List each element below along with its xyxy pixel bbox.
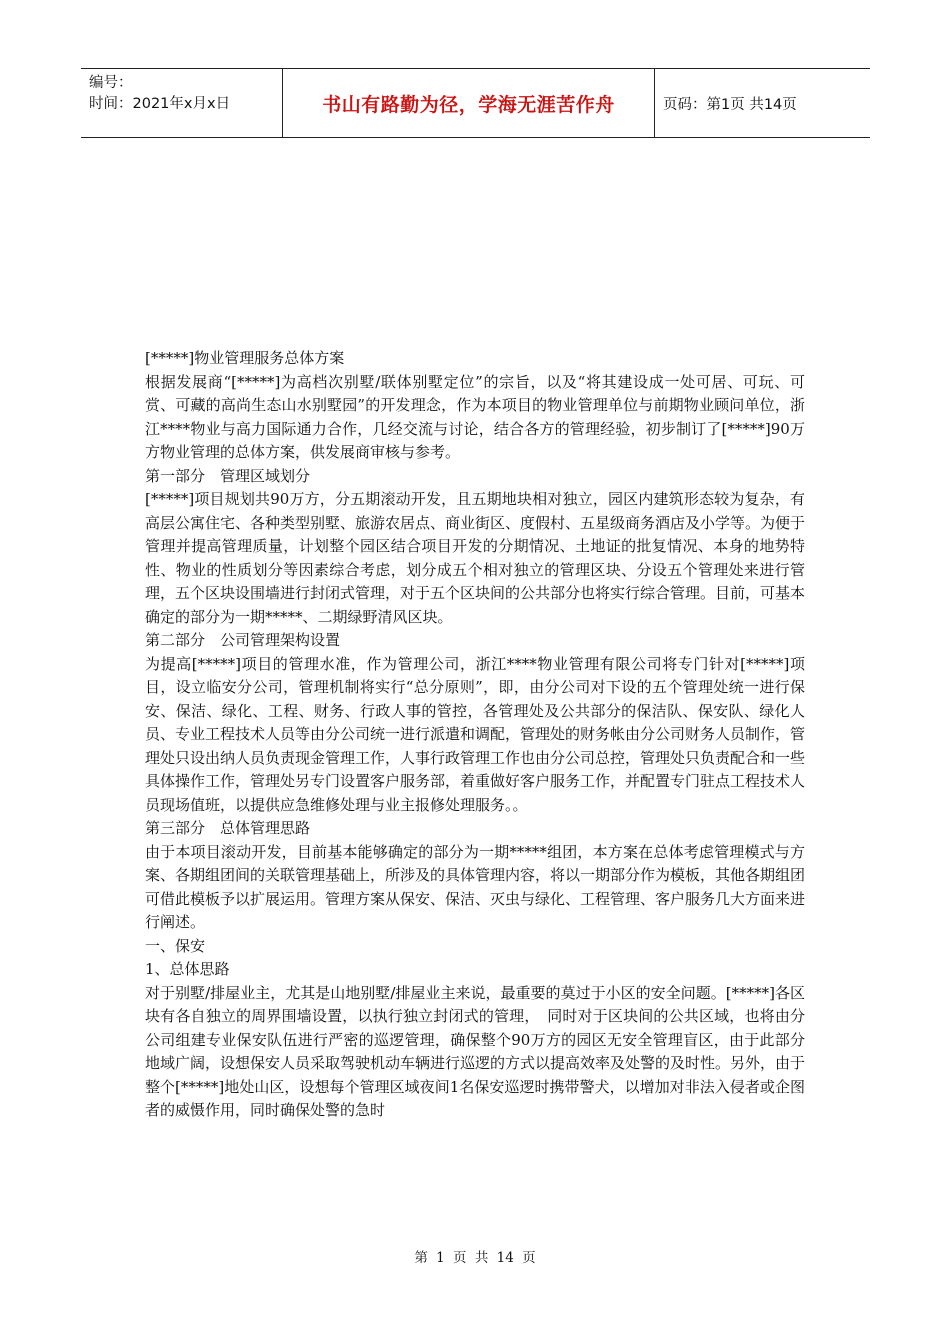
document-title: [*****]物业管理服务总体方案 — [145, 349, 345, 367]
motto-text: 书山有路勤为径，学海无涯苦作舟 — [322, 93, 615, 116]
page-label: 页码：第1页 共14页 — [663, 96, 797, 113]
date-label: 时间：2021年x月x日 — [89, 96, 231, 112]
page-footer: 第 1 页 共 14 页 — [414, 1250, 536, 1266]
section-heading: 第一部分 管理区域划分 — [145, 466, 311, 485]
section-heading: 第二部分 公司管理架构设置 — [145, 631, 341, 649]
subsection-heading: 1、总体思路 — [145, 960, 230, 978]
paragraph: 对于别墅/排屋业主，尤其是山地别墅/排屋业主来说，最重要的莫过于小区的安全问题。[*****]各区块有各自独立的周界围墙设置，以执行独立封闭式的管理， 同时对于区块间的公共区域，也将由分公司组建专业保安队伍进行严密的巡逻管理，确保整个90万方的园区无安全管理盲区，由于此部分地域广阔，设想保安人员采取驾驶机动车辆进行巡逻的方式以提高效率及处警的及时性。另外，由于整个[*****]地处山区，设想每个管理区域夜间1名保安巡逻时携带警犬，以增加对非法入侵者或企图者的威慑作用，同时确保处警的急时 — [145, 983, 806, 1119]
header-meta — [81, 69, 282, 137]
paragraph: 由于本项目滚动开发，目前基本能够确定的部分为一期*****组团，本方案在总体考虑管理模式与方案、各期组团间的关联管理基础上，所涉及的具体管理内容，将以一期部分作为模板，其他各期组团可借此模板予以扩展运用。管理方案从保安、保洁、灭虫与绿化、工程管理、客户服务几大方面来进行阐述。 — [145, 842, 806, 931]
header-table — [81, 68, 870, 138]
intro-paragraph: 根据发展商“[*****]为高档次别墅/联体别墅定位”的宗旨，以及“将其建设成一处可居、可玩、可赏、可藏的高尚生态山水别墅园”的开发理念，作为本项目的物业管理单位与前期物业顾问单位，浙江****物业与高力国际通力合作，几经交流与讨论，结合各方的管理经验，初步制订了[*****]90万方物业管理的总体方案，供发展商审核与参考。 — [145, 372, 805, 461]
document-body — [145, 347, 805, 1123]
paragraph: 为提高[*****]项目的管理水准，作为管理公司，浙江****物业管理有限公司将专门针对[*****]项目，设立临安分公司，管理机制将实行“总分原则”，即，由分公司对下设的五个管理处统一进行保安、保洁、绿化、工程、财务、行政人事的管控，各管理处及公共部分的保洁队、保安队、绿化人员、专业工程技术人员等由分公司统一进行派遣和调配，管理处的财务帐由分公司财务人员制作，管理处只设出纳人员负责现金管理工作，人事行政管理工作也由分公司总控，管理处只负责配合和一些具体操作工作，管理处另专门设置客户服务部，着重做好客户服务工作，并配置专门驻点工程技术人员现场值班，以提供应急维修处理与业主报修处理服务。。 — [145, 654, 806, 814]
header-motto-cell — [282, 69, 655, 137]
number-label: 编号： — [89, 75, 133, 91]
section-heading: 第三部分 总体管理思路 — [145, 819, 311, 837]
paragraph: [*****]项目规划共90万方，分五期滚动开发，且五期地块相对独立，园区内建筑形态较为复杂，有高层公寓住宅、各种类型别墅、旅游农居点、商业街区、度假村、五星级商务酒店及小学等。为便于管理并提高管理质量，计划整个园区结合项目开发的分期情况、土地证的批复情况、本身的地势特性、物业的性质划分等因素综合考虑，划分成五个相对独立的管理区块、分设五个管理处来进行管理，五个区块设围墙进行封闭式管理，对于五个区块间的公共部分也将实行综合管理。目前，可基本确定的部分为一期*****、二期绿野清风区块。 — [145, 490, 806, 626]
header-page-cell — [655, 69, 870, 137]
subsection-heading: 一、保安 — [145, 936, 206, 955]
